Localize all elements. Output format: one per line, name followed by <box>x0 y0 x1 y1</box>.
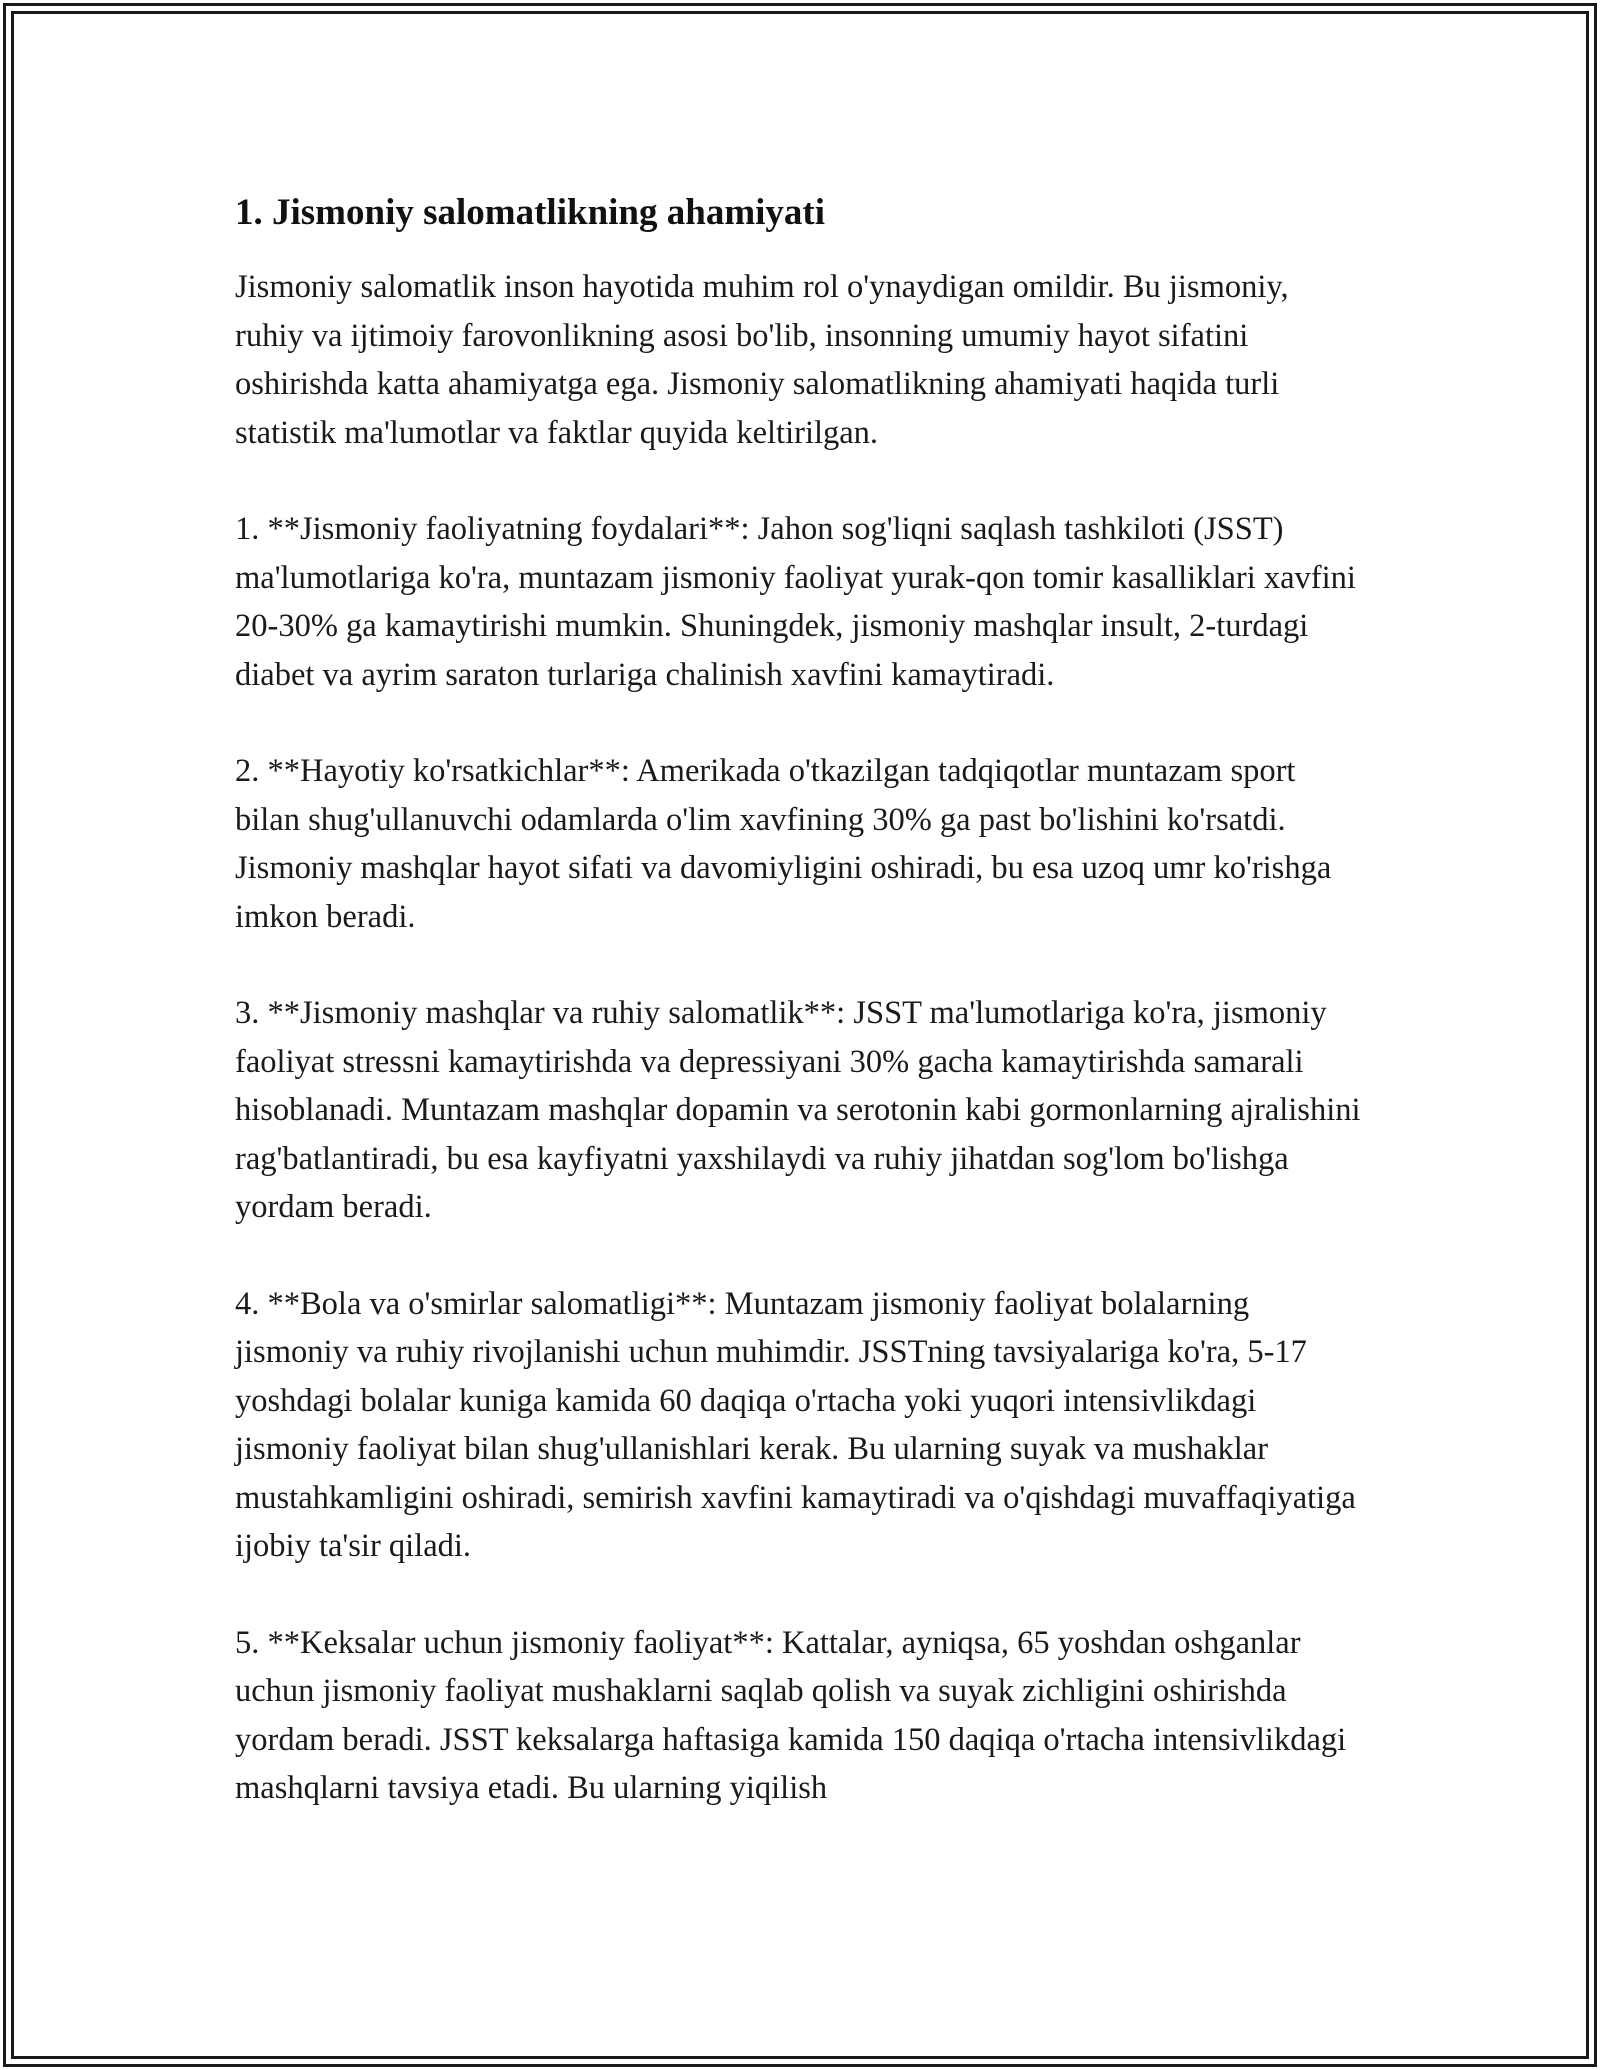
document-body <box>235 185 1365 1861</box>
list-item-children-health: 4. **Bola va o'smirlar salomatligi**: Muntazam jismoniy faoliyat bolalarning jismoniy va ruhiy rivojlanishi uchun muhimdir. JSSTning tavsiyalariga ko'ra, 5-17 yoshdagi bolalar kuniga kamida 60 daqiqa o'rtacha yoki yuqori intensivlikdagi jismoniy faoliyat bilan shug'ullanishlari kerak. Bu ularning suyak va mushaklar mustahkamligini oshiradi, semirish xavfini kamaytiradi va o'qishdagi muvaffaqiyatiga ijobiy ta'sir qiladi. <box>235 1285 1356 1564</box>
section-heading: 1. Jismoniy salomatlikning ahamiyati <box>235 192 826 233</box>
list-item-physical-activity-benefits: 1. **Jismoniy faoliyatning foydalari**: Jahon sog'liqni saqlash tashkiloti (JSST) ma'lumotlariga ko'ra, muntazam jismoniy faoliyat yurak-qon tomir kasalliklari xavfini 20-30% ga kamaytirishi mumkin. Shuningdek, jismoniy mashqlar insult, 2-turdagi diabet va ayrim saraton turlariga chalinish xavfini kamaytiradi. <box>235 511 1356 693</box>
intro-paragraph: Jismoniy salomatlik inson hayotida muhim rol o'ynaydigan omildir. Bu jismoniy, ruhiy va ijtimoiy farovonlikning asosi bo'lib, insonning umumiy hayot sifatini oshirishda katta ahamiyatga ega. Jismoniy salomatlikning ahamiyati haqida turli statistik ma'lumotlar va faktlar quyida keltirilgan. <box>235 269 1289 451</box>
list-item-elderly-activity: 5. **Keksalar uchun jismoniy faoliyat**: Kattalar, ayniqsa, 65 yoshdan oshganlar uchun jismoniy faoliyat mushaklarni saqlab qolish va suyak zichligini oshirishda yordam beradi. JSST keksalarga haftasiga kamida 150 daqiqa o'rtacha intensivlikdagi mashqlarni tavsiya etadi. Bu ularning yiqilish <box>235 1624 1347 1806</box>
list-item-mental-health: 3. **Jismoniy mashqlar va ruhiy salomatlik**: JSST ma'lumotlariga ko'ra, jismoniy faoliyat stressni kamaytirishda va depressiyani 30% gacha kamaytirishda samarali hisoblanadi. Muntazam mashqlar dopamin va serotonin kabi gormonlarning ajralishini rag'batlantiradi, bu esa kayfiyatni yaxshilaydi va ruhiy jihatdan sog'lom bo'lishga yordam beradi. <box>235 995 1361 1225</box>
list-item-vital-indicators: 2. **Hayotiy ko'rsatkichlar**: Amerikada o'tkazilgan tadqiqotlar muntazam sport bilan shug'ullanuvchi odamlarda o'lim xavfining 30% ga past bo'lishini ko'rsatdi. Jismoniy mashqlar hayot sifati va davomiyligini oshiradi, bu esa uzoq umr ko'rishga imkon beradi. <box>235 753 1332 935</box>
